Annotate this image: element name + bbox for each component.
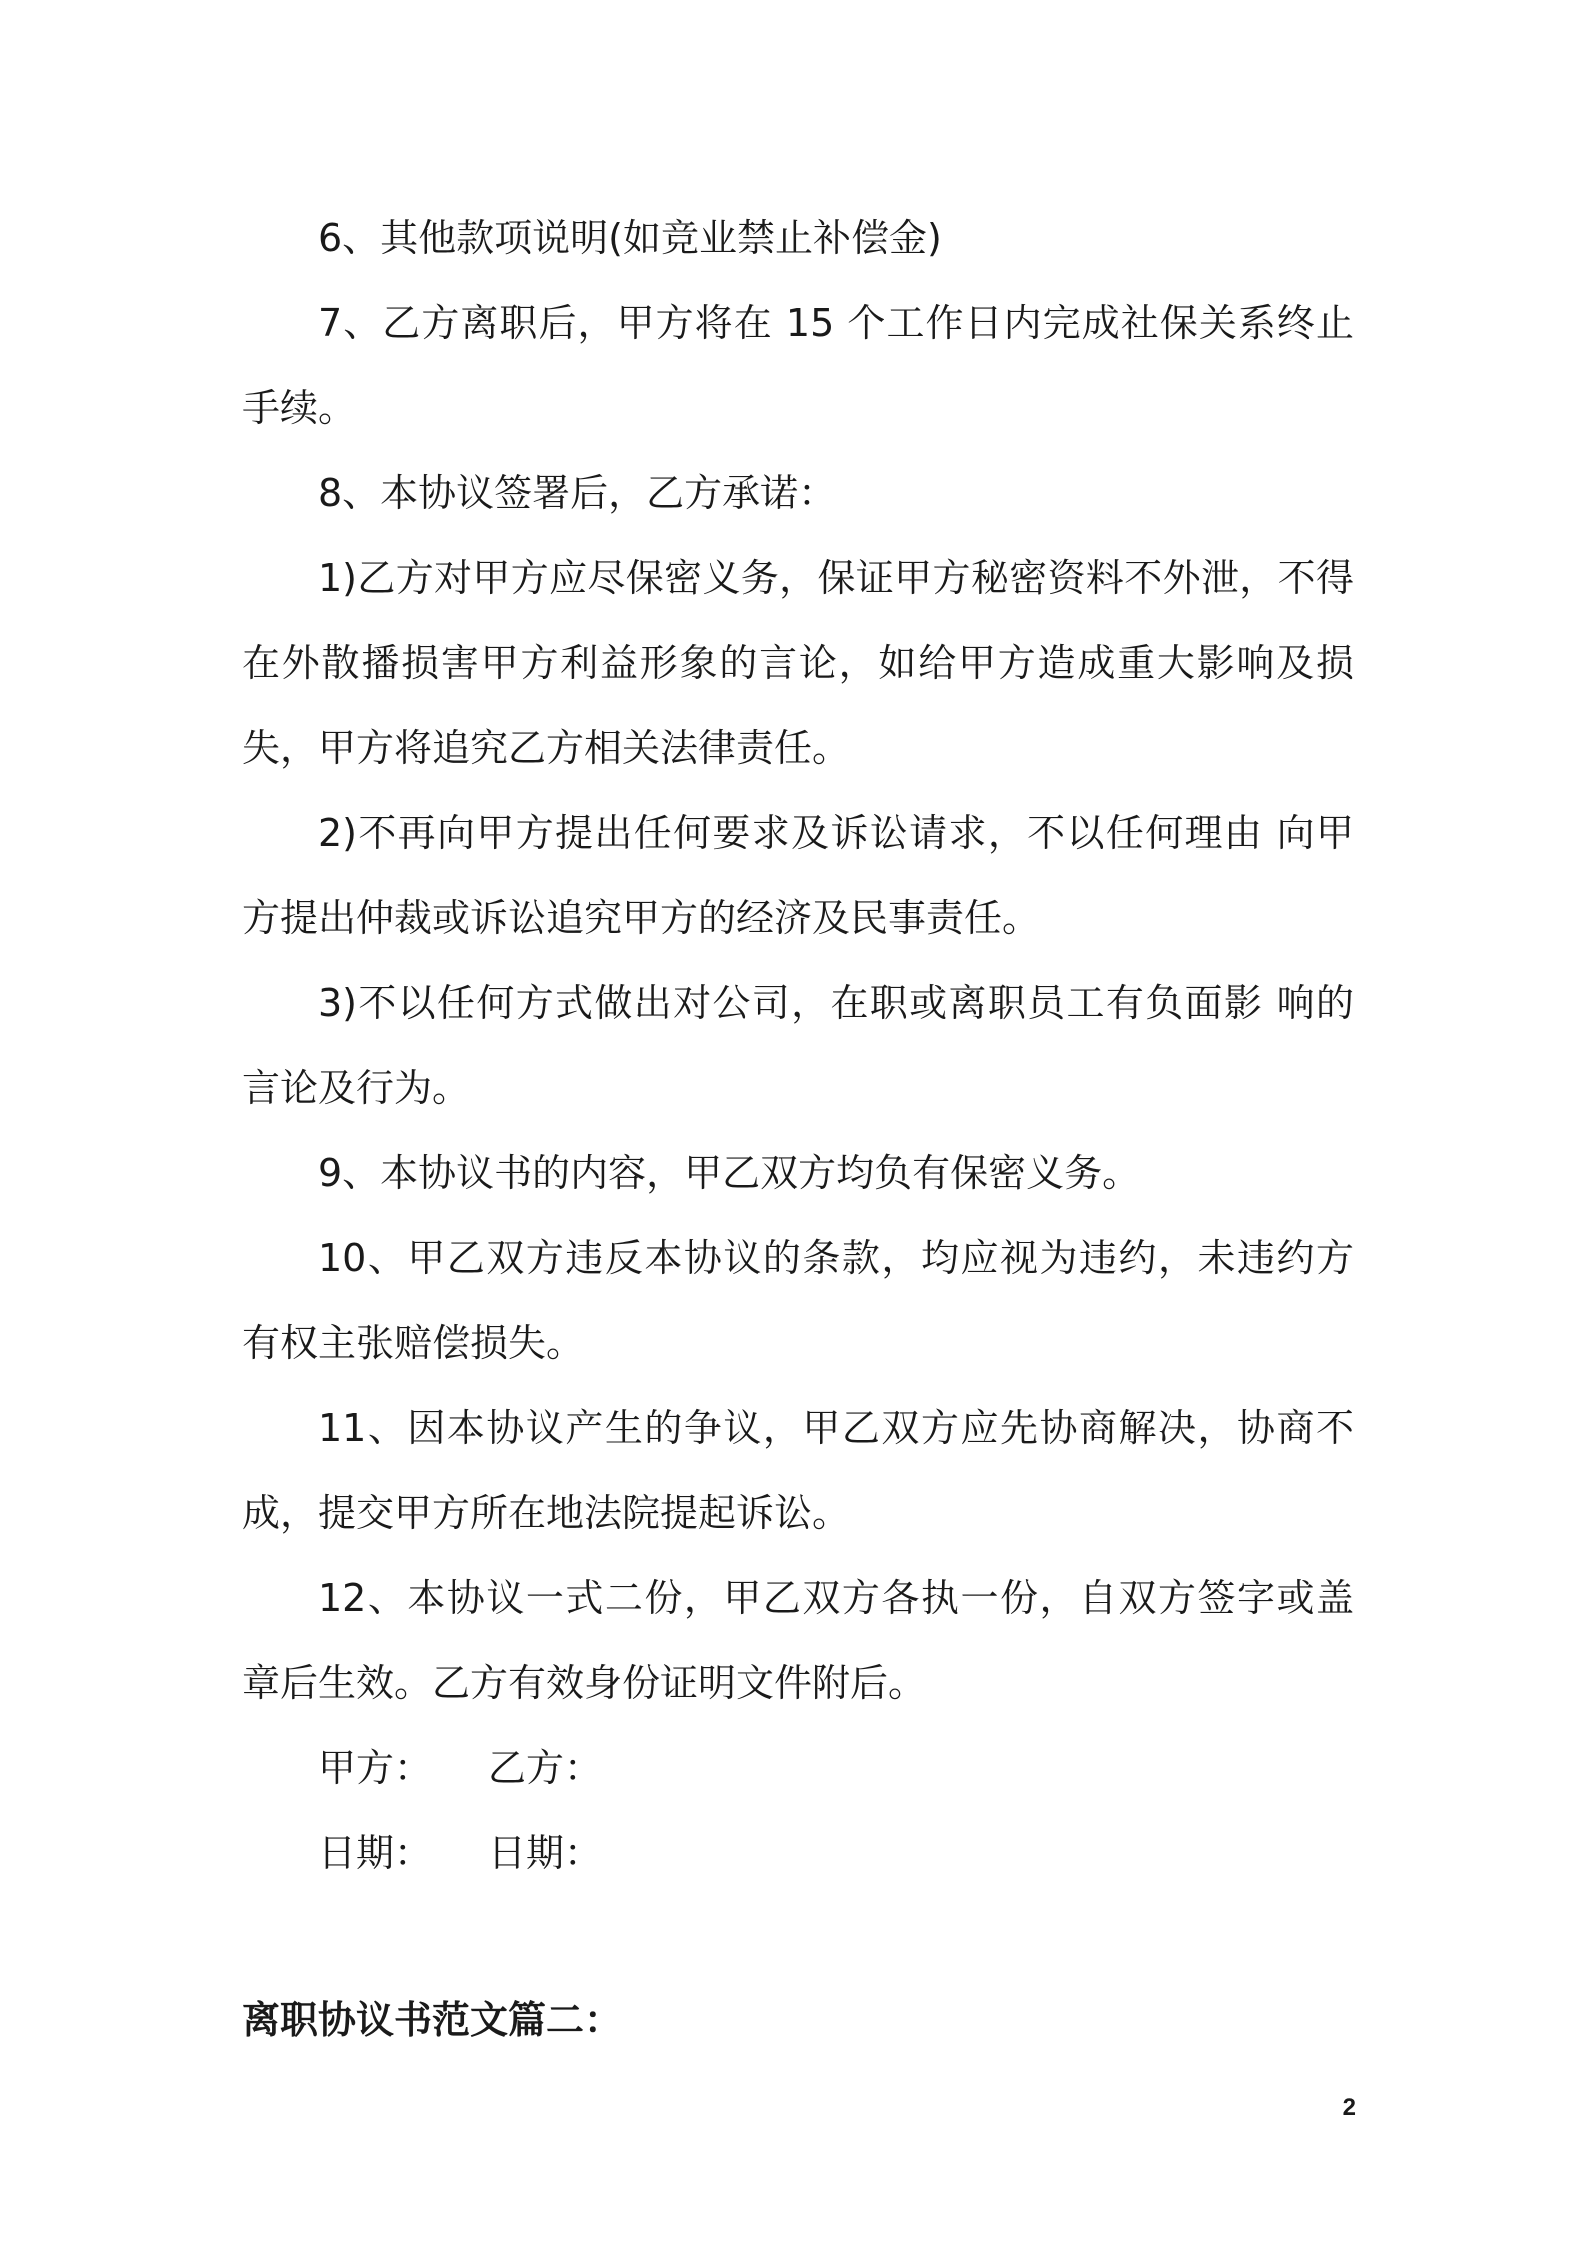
document-body bbox=[242, 196, 1354, 2063]
page-number: 2 bbox=[1342, 2094, 1356, 2121]
clause-12: 12、本协议一式二份，甲乙双方各执一份，自双方签字或盖章后生效。乙方有效身份证明文件附后。 bbox=[242, 1576, 1354, 1705]
date-b-label: 日期： bbox=[488, 1831, 603, 1875]
date-a-label: 日期： bbox=[318, 1831, 433, 1875]
clause-8: 8、本协议签署后，乙方承诺： bbox=[318, 471, 837, 515]
clause-7: 7、乙方离职后，甲方将在 15 个工作日内完成社保关系终止手续。 bbox=[242, 301, 1354, 430]
clause-8-item-1: 1)乙方对甲方应尽保密义务，保证甲方秘密资料不外泄，不得在外散播损害甲方利益形象的言论，如给甲方造成重大影响及损失，甲方将追究乙方相关法律责任。 bbox=[242, 556, 1354, 770]
section-heading: 离职协议书范文篇二： bbox=[242, 1998, 623, 2042]
party-b-label: 乙方： bbox=[488, 1746, 603, 1790]
clause-10: 10、甲乙双方违反本协议的条款，均应视为违约，未违约方有权主张赔偿损失。 bbox=[242, 1236, 1354, 1365]
clause-6: 6、其他款项说明(如竞业禁止补偿金) bbox=[318, 216, 942, 260]
signature-line bbox=[242, 1726, 1354, 1811]
clause-8-item-3: 3)不以任何方式做出对公司，在职或离职员工有负面影 响的言论及行为。 bbox=[242, 981, 1354, 1110]
date-line bbox=[242, 1811, 1354, 1896]
clause-8-item-2: 2)不再向甲方提出任何要求及诉讼请求，不以任何理由 向甲方提出仲裁或诉讼追究甲方的经济及民事责任。 bbox=[242, 811, 1354, 940]
clause-11: 11、因本协议产生的争议，甲乙双方应先协商解决，协商不成，提交甲方所在地法院提起诉讼。 bbox=[242, 1406, 1354, 1535]
party-a-label: 甲方： bbox=[318, 1746, 433, 1790]
clause-9: 9、本协议书的内容，甲乙双方均负有保密义务。 bbox=[318, 1151, 1141, 1195]
